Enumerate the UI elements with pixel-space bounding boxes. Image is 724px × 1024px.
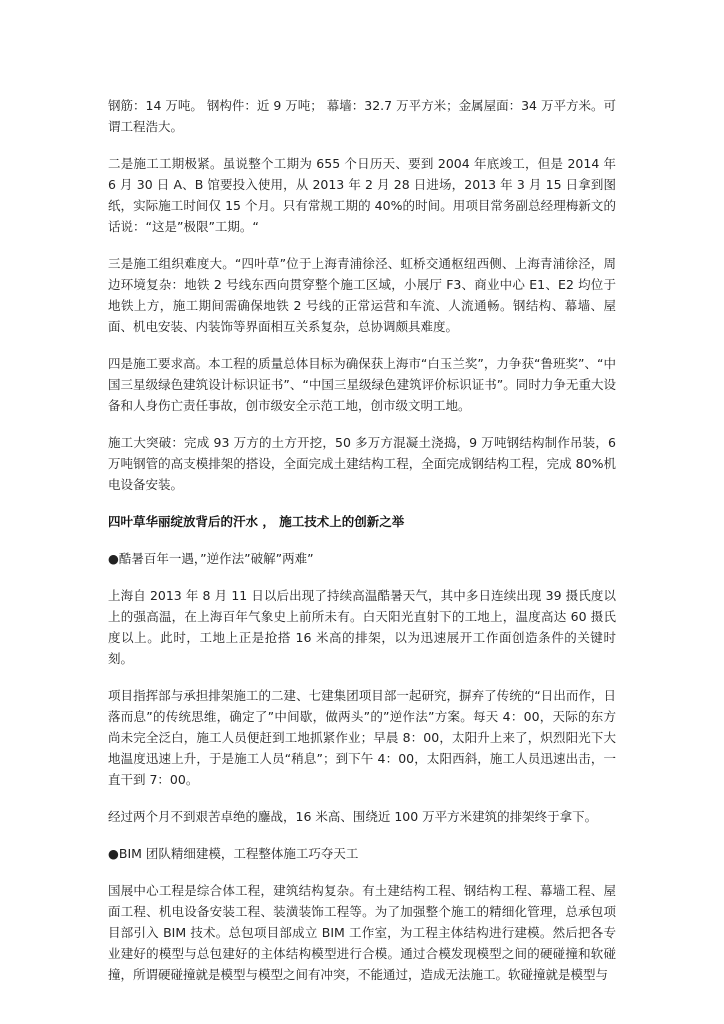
- section-heading: 四叶草华丽绽放背后的汗水 ， 施工技术上的创新之举: [108, 514, 405, 529]
- paragraph-schedule: 二是施工工期极紧。虽说整个工期为 655 个日历天、要到 2004 年底竣工，但是 2014 年 6 月 30 日 A、B 馆要投入使用，从 2013 年 2 月 28 日进场，2013 年 3 月 15 日拿到图纸，实际施工时间仅 15 个月。只有常规工期的 40%的时间。用项目常务副总经理梅新文的话说：“这是”极限”工期。“: [108, 156, 616, 234]
- paragraph-heatwave: 上海自 2013 年 8 月 11 日以后出现了持续高温酷暑天气，其中多日连续出现 39 摄氏度以上的强高温，在上海百年气象史上前所未有。白天阳光直射下的工地上，温度高达 60 摄氏度以上。此时，工地上正是抢搭 16 米高的排架，以为迅速展开工作面创造条件的关键时刻。: [108, 588, 616, 666]
- paragraph-organization: 三是施工组织难度大。“四叶草”位于上海青浦徐泾、虹桥交通枢纽西侧、上海青浦徐泾，周边环境复杂：地铁 2 号线东西向贯穿整个施工区域，小展厅 F3、商业中心 E1、E2 均位于地铁上方，施工期间需确保地铁 2 号线的正常运营和车流、人流通畅。钢结构、幕墙、屋面、机电安装、内装饰等界面相互关系复杂，总协调颇具难度。: [108, 256, 616, 334]
- paragraph-scaffold-complete: 经过两个月不到艰苦卓绝的鏖战，16 米高、围绕近 100 万平方米建筑的排架终于拿下。: [108, 809, 598, 824]
- paragraph-requirements: 四是施工要求高。本工程的质量总体目标为确保获上海市“白玉兰奖”，力争获“鲁班奖”、“中国三星级绿色建筑设计标识证书”、“中国三星级绿色建筑评价标识证书”。同时力争无重大设备和人身伤亡责任事故，创市级安全示范工地，创市级文明工地。: [108, 356, 616, 413]
- paragraph-breakthrough: 施工大突破：完成 93 万方的土方开挖，50 多万方混凝土浇捣，9 万吨钢结构制作吊装，6 万吨钢管的高支模排架的搭设，全面完成土建结构工程，全面完成钢结构工程，完成 80%机电设备安装。: [108, 435, 616, 492]
- paragraph-bim-modeling: 国展中心工程是综合体工程，建筑结构复杂。有土建结构工程、钢结构工程、幕墙工程、屋面工程、机电设备安装工程、装潢装饰工程等。为了加强整个施工的精细化管理，总承包项目部引入 BIM 技术。总包项目部成立 BIM 工作室，为工程主体结构进行建模。然后把各专业建好的模型与总包建好的主体结构模型进行合模。通过合模发现模型之间的硬碰撞和软碰撞，所谓硬碰撞就是模型与模型之间有冲突，不能通过，造成无法施工。软碰撞就是模型与: [108, 883, 616, 982]
- document-body: [108, 95, 616, 1001]
- subheading-reverse-method: ●酷暑百年一遇，”逆作法”破解”两难”: [108, 551, 314, 566]
- paragraph-work-schedule: 项目指挥部与承担排架施工的二建、七建集团项目部一起研究，摒弃了传统的“日出而作，日落而息”的传统思维，确定了”中间歇，做两头”的”逆作法”方案。每天 4：00，天际的东方尚未完全泛白，施工人员便赶到工地抓紧作业；早晨 8：00，太阳升上来了，炽烈阳光下大地温度迅速上升，于是施工人员“稍息”；到下午 4：00，太阳西斜，施工人员迅速出击，一直干到 7：00。: [108, 688, 616, 787]
- subheading-bim: ●BIM 团队精细建模，工程整体施工巧夺天工: [108, 846, 359, 861]
- paragraph-material-quantities: 钢筋：14 万吨。 钢构件：近 9 万吨； 幕墙：32.7 万平方米；金属屋面：34 万平方米。可谓工程浩大。: [108, 98, 616, 134]
